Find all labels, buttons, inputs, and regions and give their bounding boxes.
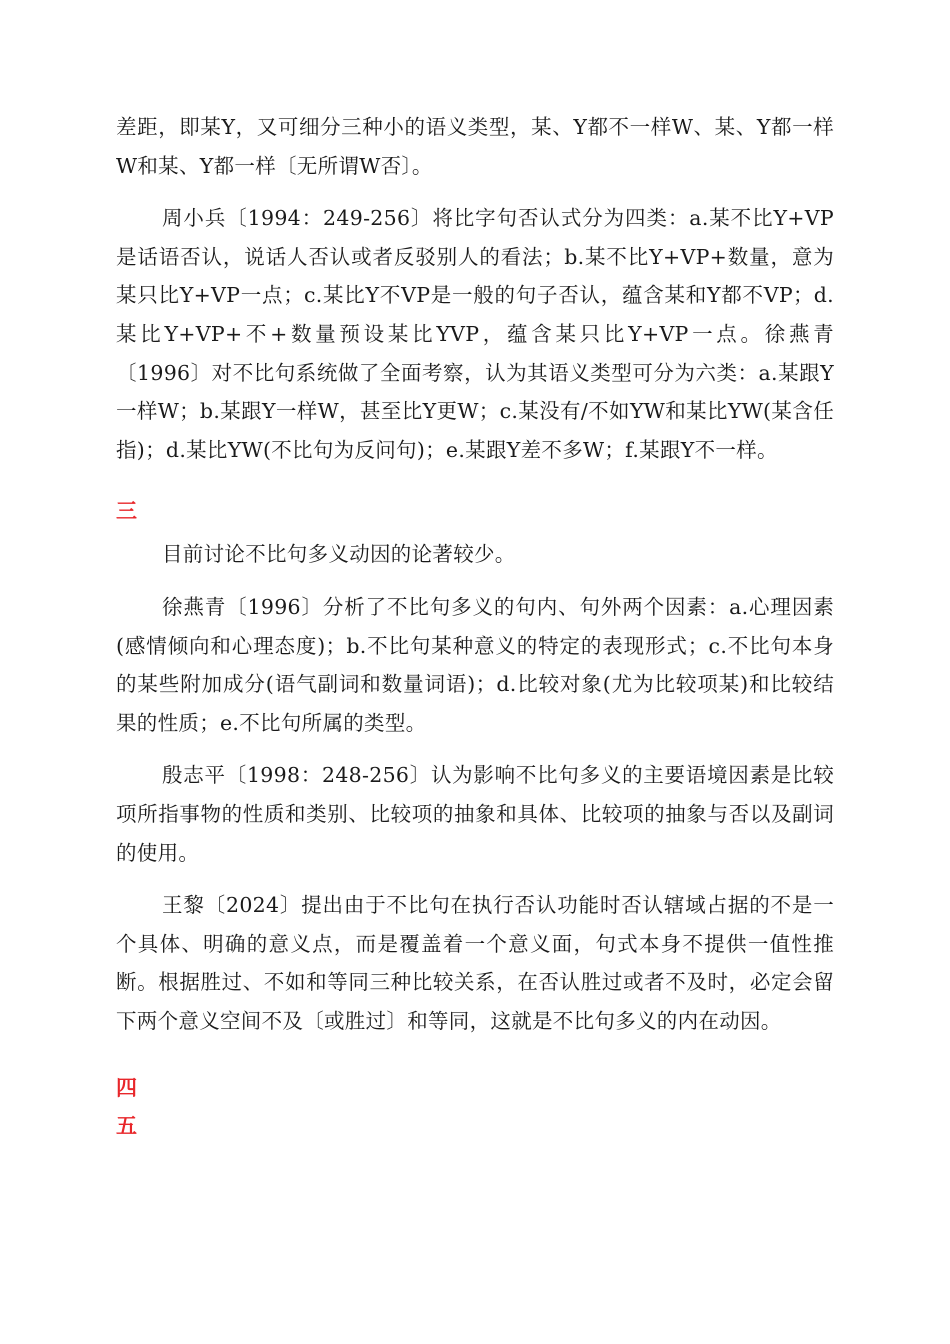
- paragraph-xu-yanqing: 徐燕青〔1996〕分析了不比句多义的句内、句外两个因素：a.心理因素(感情倾向和心理态度)；b.不比句某种意义的特定的表现形式；c.不比句本身的某些附加成分(语气副词和数量词语)；d.比较对象(尤为比较项某)和比较结果的性质；e.不比句所属的类型。: [116, 594, 834, 735]
- paragraph-yin-zhiping: 殷志平〔1998：248-256〕认为影响不比句多义的主要语境因素是比较项所指事物的性质和类别、比较项的抽象和具体、比较项的抽象与否以及副词的使用。: [116, 763, 834, 865]
- document-page: [116, 108, 834, 1144]
- paragraph-motivation-intro: 目前讨论不比句多义动因的论著较少。: [162, 542, 516, 567]
- section-heading-5: 五: [116, 1114, 137, 1139]
- paragraph-zhou-xiaobing: 周小兵〔1994：249-256〕将比字句否认式分为四类：a.某不比Y+VP是话语否认，说话人否认或者反驳别人的看法；b.某不比Y+VP+数量，意为某只比Y+VP一点；c.某比Y不VP是一般的句子否认，蕴含某和Y都不VP；d.某比Y+VP+不+数量预设某比YVP，蕴含某只比Y+VP一点。徐燕青〔1996〕对不比句系统做了全面考察，认为其语义类型可分为六类：a.某跟Y一样W；b.某跟Y一样W，甚至比Y更W；c.某没有/不如YW和某比YW(某含任指)；d.某比YW(不比句为反问句)；e.某跟Y差不多W；f.某跟Y不一样。: [116, 206, 834, 462]
- section-heading-4: 四: [116, 1076, 137, 1101]
- paragraph-continuation: 差距，即某Y，又可细分三种小的语义类型，某、Y都不一样W、某、Y都一样W和某、Y都一样〔无所谓W否〕。: [116, 115, 834, 178]
- paragraph-wang-li: 王黎〔2024〕提出由于不比句在执行否认功能时否认辖域占据的不是一个具体、明确的意义点，而是覆盖着一个意义面，句式本身不提供一值性推断。根据胜过、不如和等同三种比较关系，在否认胜过或者不及时，必定会留下两个意义空间不及〔或胜过〕和等同，这就是不比句多义的内在动因。: [116, 893, 834, 1033]
- section-heading-3: 三: [116, 499, 137, 524]
